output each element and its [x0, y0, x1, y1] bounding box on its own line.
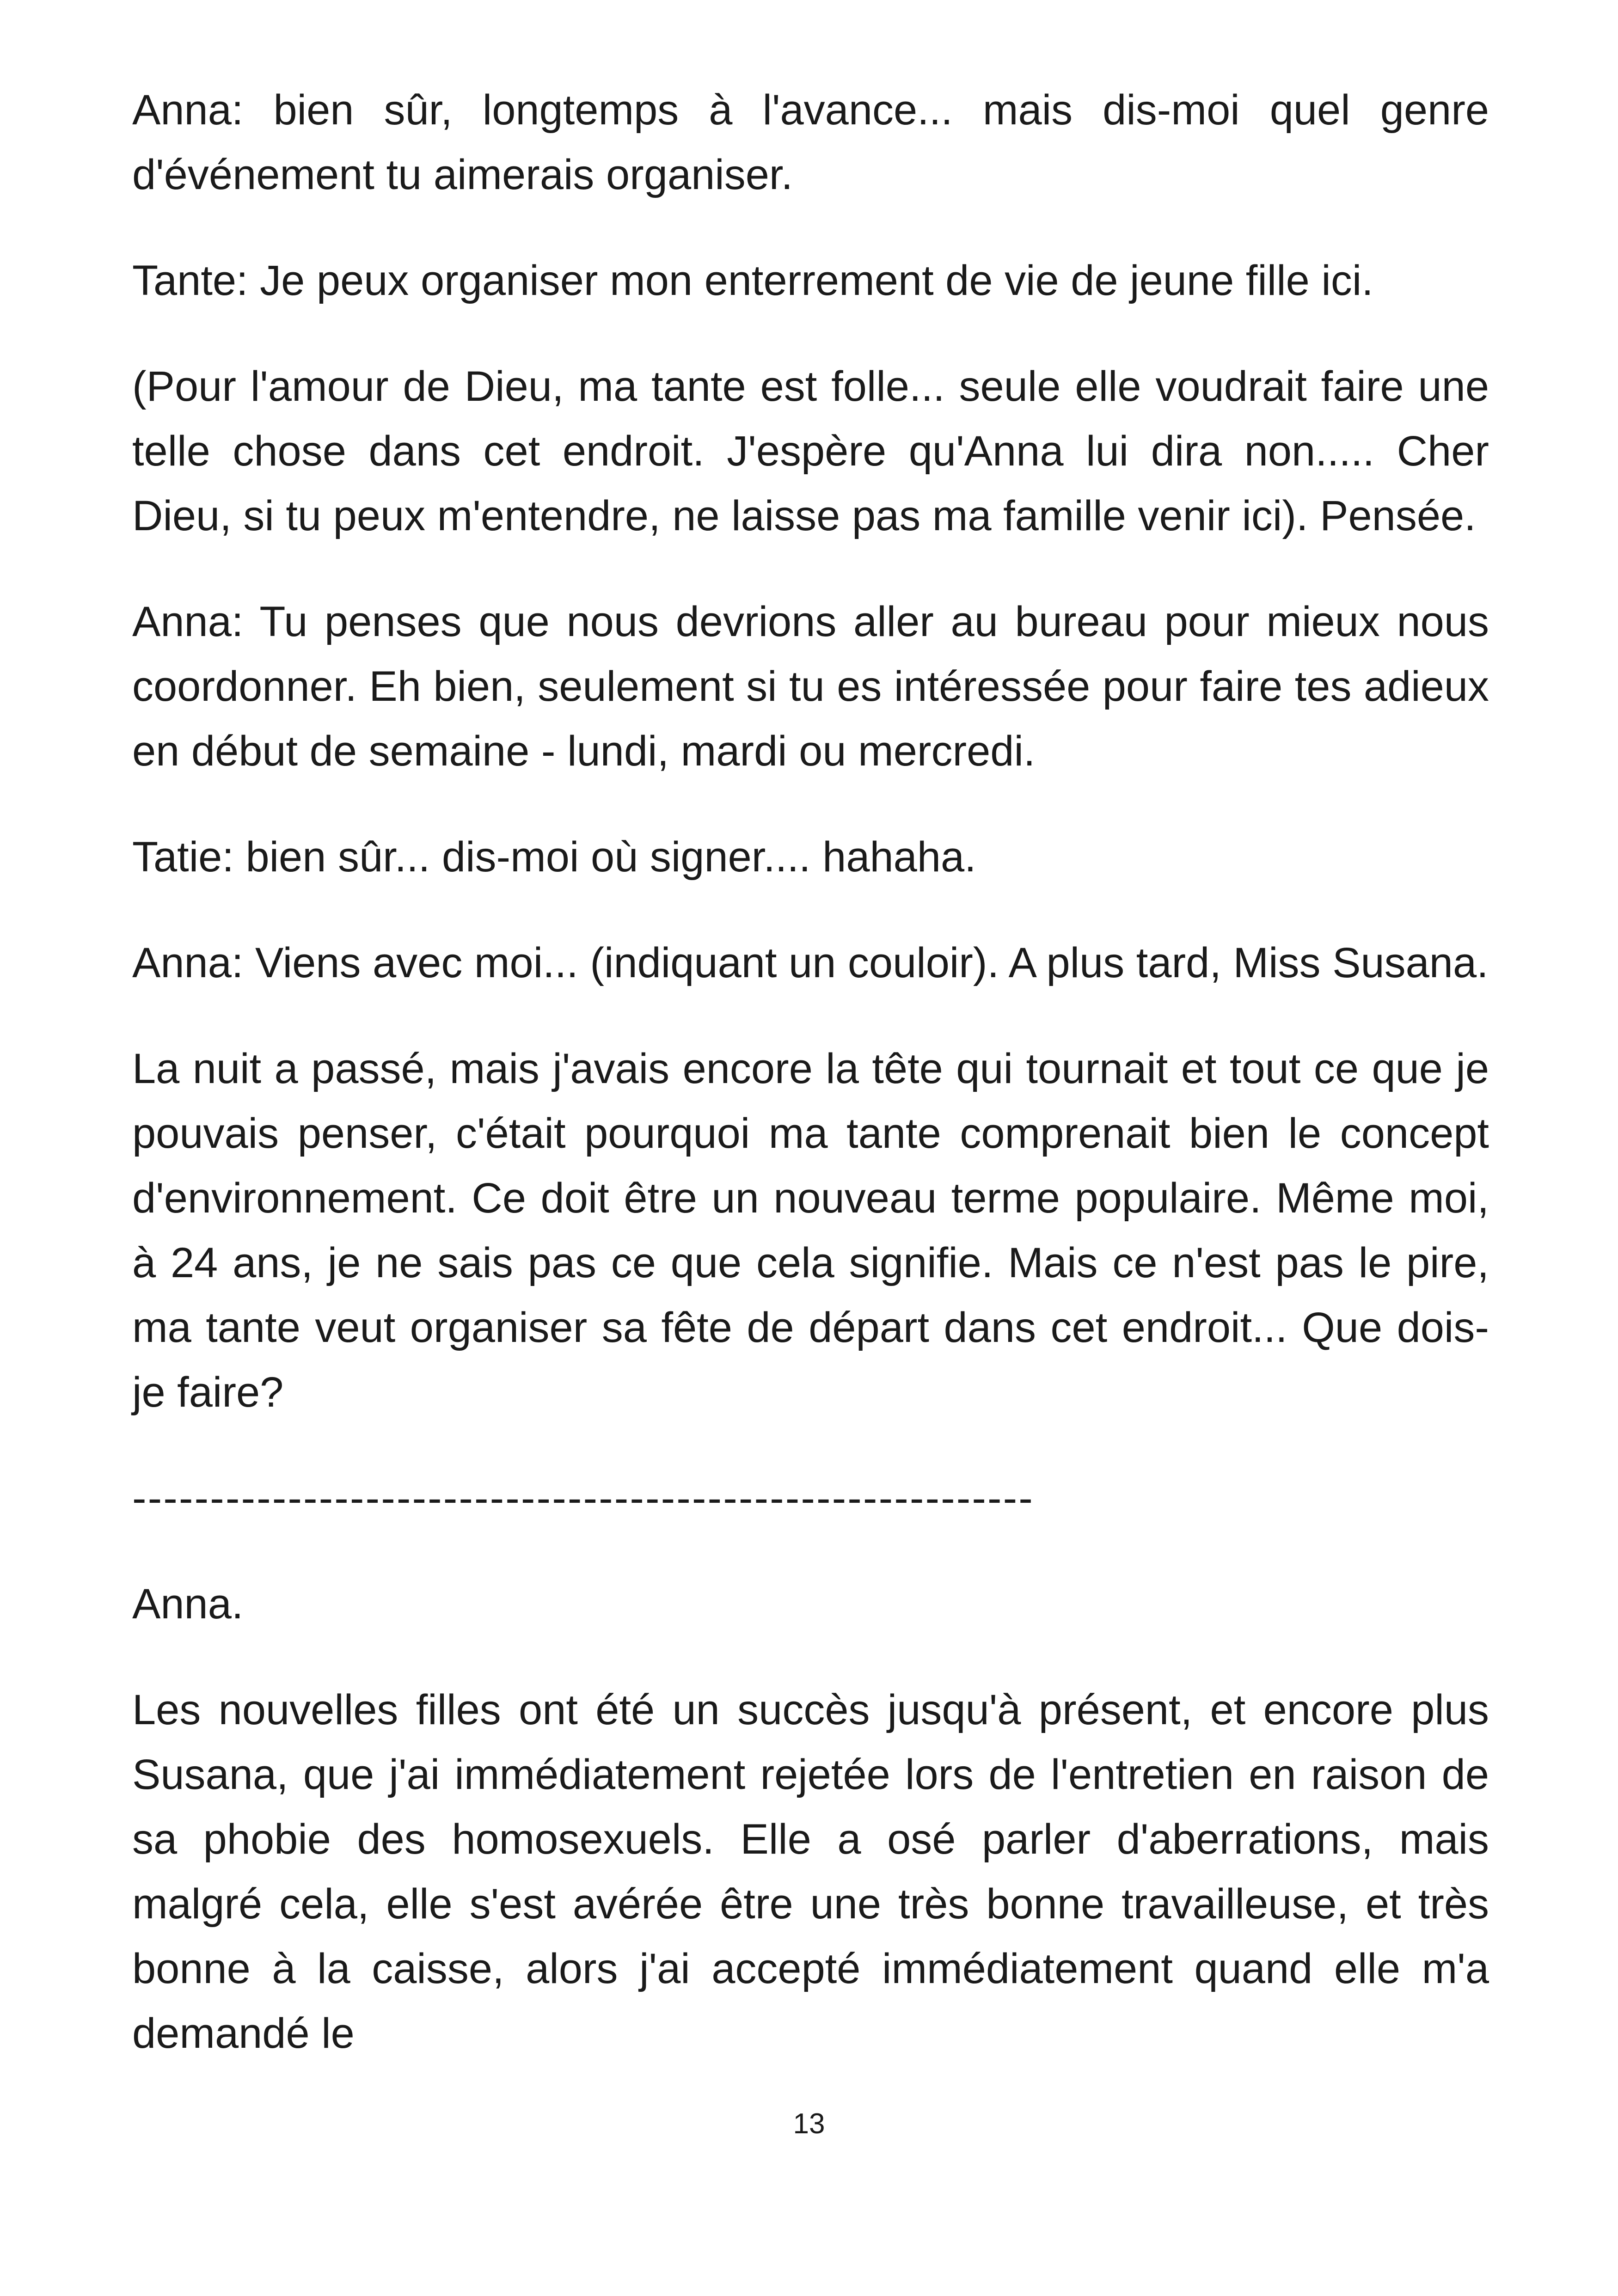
body-text: [132, 78, 1489, 2107]
paragraph: Tante: Je peux organiser mon enterrement de vie de jeune fille ici.: [132, 257, 1373, 304]
paragraph: Anna: bien sûr, longtemps à l'avance... mais dis-moi quel genre d'événement tu aimerais organiser.: [132, 86, 1489, 198]
paragraph: Anna: Tu penses que nous devrions aller au bureau pour mieux nous coordonner. Eh bien, seulement si tu es intéressée pour faire tes adieux en début de semaine - lundi, mardi ou mercredi.: [132, 598, 1489, 775]
paragraph: (Pour l'amour de Dieu, ma tante est folle... seule elle voudrait faire une telle chose dans cet endroit. J'espère qu'Anna lui dira non..... Cher Dieu, si tu peux m'entendre, ne laisse pas ma famille venir ici). Pensée.: [132, 363, 1489, 539]
paragraph: La nuit a passé, mais j'avais encore la tête qui tournait et tout ce que je pouvais penser, c'était pourquoi ma tante comprenait bien le concept d'environnement. Ce doit être un nouveau terme populaire. Même moi, à 24 ans, je ne sais pas ce que cela signifie. Mais ce n'est pas le pire, ma tante veut organiser sa fête de départ dans cet endroit... Que dois-je faire?: [132, 1045, 1489, 1416]
paragraph: Anna: Viens avec moi... (indiquant un couloir). A plus tard, Miss Susana.: [132, 939, 1489, 986]
section-separator: ----------------------------------------------------------: [132, 1475, 1034, 1522]
paragraph: Les nouvelles filles ont été un succès jusqu'à présent, et encore plus Susana, que j'ai immédiatement rejetée lors de l'entretien en raison de sa phobie des homosexuels. Elle a osé parler d'aberrations, mais malgré cela, elle s'est avérée être une très bonne travailleuse, et très bonne à la caisse, alors j'ai accepté immédiatement quand elle m'a demandé le: [132, 1686, 1489, 2057]
page-number: 13: [793, 2108, 825, 2140]
paragraph: Tatie: bien sûr... dis-moi où signer.... hahaha.: [132, 833, 976, 881]
section-heading: Anna.: [132, 1580, 244, 1628]
